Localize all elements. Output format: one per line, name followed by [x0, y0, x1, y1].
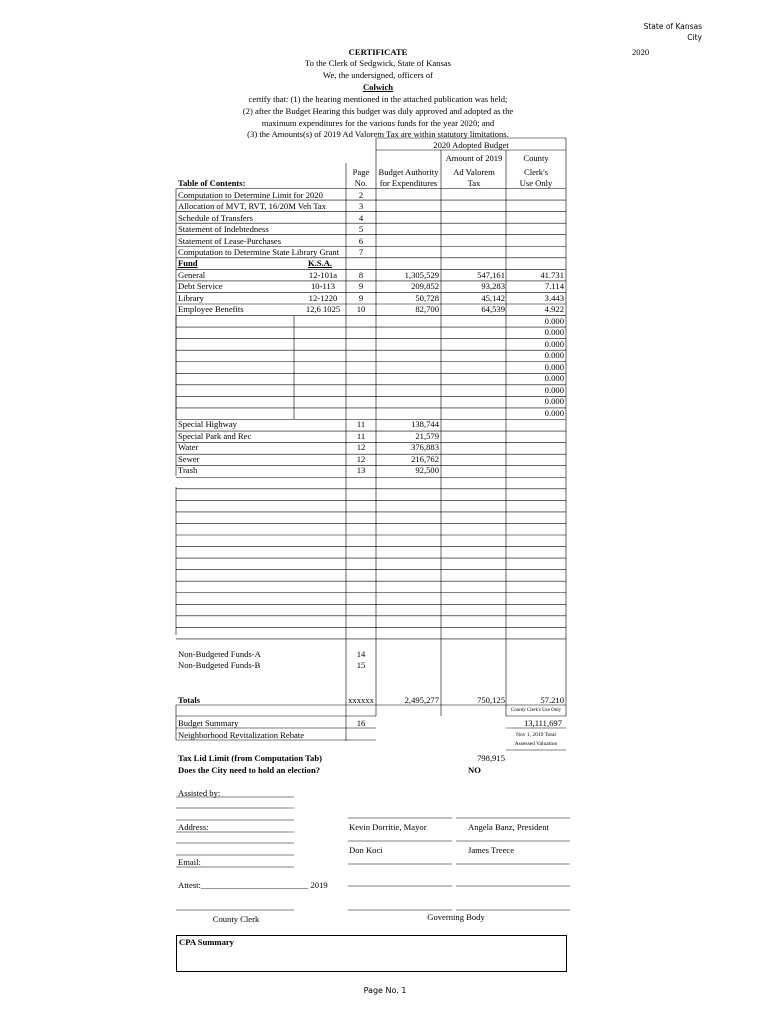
fund-column-header: Fund: [178, 258, 198, 268]
blank-mill-rate: 0.000: [544, 373, 564, 383]
certificate-line3: certify that: (1) the hearing mentioned in the attached publication was held;: [248, 94, 508, 104]
toc-item: Statement of Lease-Purchases: [178, 236, 282, 246]
blank-mill-rate: 0.000: [544, 339, 564, 349]
budget-summary-page: 16: [356, 718, 366, 728]
toc-page: 5: [358, 224, 364, 234]
adval-header-1: Ad Valorem: [453, 167, 495, 177]
adval-header-2: Tax: [467, 178, 481, 188]
blank-mill-rate: 0.000: [544, 316, 564, 326]
county-header-2: Clerk's: [524, 167, 548, 177]
fund-mill-rate: 41.731: [540, 270, 564, 280]
fund-page: 9: [358, 293, 364, 303]
fund-mill-rate: 4.922: [544, 304, 564, 314]
fund-ksa: 12-1220: [308, 293, 338, 303]
neighborhood-revitalization-label: Neighborhood Revitalization Rebate: [178, 730, 305, 740]
signer-name: Angela Banz, President: [468, 822, 549, 832]
fund-page: 10: [356, 304, 366, 314]
election-answer: NO: [468, 765, 481, 775]
fund-ad-valorem-tax: 64,539: [481, 304, 505, 314]
county-clerk-label: County Clerk: [212, 914, 260, 924]
valuation-note-2: Assessed Valuation: [514, 741, 558, 747]
fund-name: Special Park and Rec: [178, 431, 252, 441]
budget-year: 2020: [632, 47, 650, 57]
totals-mill-rate: 57.210: [540, 695, 564, 705]
fund-ksa: 12-101a: [308, 270, 338, 280]
ksa-column-header: K.S.A.: [307, 258, 333, 268]
certificate-title: CERTIFICATE: [348, 47, 408, 57]
governing-body-label: Governing Body: [427, 912, 485, 922]
certificate-line2: We, the undersigned, officers of: [323, 70, 433, 80]
totals-budget-authority: 2,495,277: [404, 695, 439, 705]
entity-name: Colwich: [362, 82, 394, 92]
totals-page: xxxxxx: [348, 695, 374, 705]
blank-mill-rate: 0.000: [544, 362, 564, 372]
tax-lid-value: 798,915: [477, 753, 505, 763]
totals-label: Totals: [178, 695, 201, 705]
toc-item: Allocation of MVT, RVT, 16/20M Veh Tax: [178, 201, 326, 211]
page-header-1: Page: [352, 167, 370, 177]
budget-header-2: for Expenditures: [379, 178, 438, 188]
fund-budget-authority: 209,852: [411, 281, 439, 291]
adopted-budget-header: 2020 Adopted Budget: [433, 140, 509, 150]
fund-page: 12: [356, 442, 366, 452]
fund-name: Water: [178, 442, 199, 452]
fund-ksa: 10-113: [310, 281, 336, 291]
tax-lid-label: Tax Lid Limit (from Computation Tab): [178, 753, 322, 763]
address-label: Address:: [178, 822, 209, 832]
state-label: State of Kansas: [643, 22, 702, 31]
non-budgeted-fund: Non-Budgeted Funds-A: [178, 649, 261, 659]
fund-name: Library: [178, 293, 204, 303]
fund-name: Trash: [178, 465, 198, 475]
non-budgeted-page: 15: [356, 660, 366, 670]
toc-item: Statement of Indebtedness: [178, 224, 269, 234]
blank-mill-rate: 0.000: [544, 385, 564, 395]
fund-budget-authority: 50,728: [415, 293, 439, 303]
fund-budget-authority: 138,744: [411, 419, 439, 429]
cpa-summary-label: CPA Summary: [179, 937, 234, 947]
totals-ad-valorem-tax: 750,125: [477, 695, 505, 705]
signer-name: James Treece: [468, 845, 515, 855]
blank-mill-rate: 0.000: [544, 396, 564, 406]
toc-page: 3: [358, 201, 364, 211]
county-use-note: County Clerk's Use Only: [510, 708, 562, 713]
county-header-1: County: [523, 153, 549, 163]
entity-type-label: City: [687, 33, 702, 42]
non-budgeted-page: 14: [356, 649, 366, 659]
fund-name: Sewer: [178, 454, 200, 464]
page-header-2: No.: [354, 178, 368, 188]
fund-budget-authority: 216,762: [411, 454, 439, 464]
signer-name: Kevin Dorritie, Mayor: [349, 822, 427, 832]
toc-page: 4: [358, 213, 364, 223]
certificate-line5: maximum expenditures for the various funds for the year 2020; and: [261, 118, 495, 128]
fund-page: 11: [356, 431, 366, 441]
toc-page: 6: [358, 236, 364, 246]
email-label: Email:: [178, 857, 201, 867]
non-budgeted-fund: Non-Budgeted Funds-B: [178, 660, 261, 670]
toc-item: Schedule of Transfers: [178, 213, 253, 223]
fund-ksa: 12,6 1025: [305, 304, 341, 314]
certificate-line6: (3) the Amounts(s) of 2019 Ad Valorem Tax are within statutory limitations.: [247, 129, 509, 139]
fund-budget-authority: 1,305,529: [404, 270, 439, 280]
fund-page: 11: [356, 419, 366, 429]
toc-item: Computation to Determine State Library Grant: [178, 247, 340, 257]
county-header-3: Use Only: [519, 178, 553, 188]
fund-mill-rate: 3.443: [544, 293, 564, 303]
budget-summary-label: Budget Summary: [178, 718, 239, 728]
assessed-valuation: 13,111,697: [523, 718, 562, 728]
fund-page: 8: [358, 270, 364, 280]
cpa-summary-box: [176, 935, 567, 972]
toc-page: 7: [358, 247, 364, 257]
signer-name: Don Koci: [349, 845, 383, 855]
fund-budget-authority: 82,700: [415, 304, 439, 314]
fund-page: 13: [356, 465, 366, 475]
fund-name: Special Highway: [178, 419, 237, 429]
valuation-note-1: Nov 1, 2019 Total: [516, 732, 556, 738]
blank-mill-rate: 0.000: [544, 408, 564, 418]
toc-heading: Table of Contents:: [178, 178, 246, 188]
fund-mill-rate: 7.114: [544, 281, 564, 291]
fund-name: Debt Service: [178, 281, 223, 291]
election-question: Does the City need to hold an election?: [178, 765, 321, 775]
toc-item: Computation to Determine Limit for 2020: [178, 190, 323, 200]
certificate-line4: (2) after the Budget Hearing this budget was duly approved and adopted as the: [242, 106, 514, 116]
assisted-by-label: Assisted by:: [178, 788, 221, 798]
fund-budget-authority: 92,500: [415, 465, 439, 475]
blank-mill-rate: 0.000: [544, 327, 564, 337]
blank-mill-rate: 0.000: [544, 350, 564, 360]
fund-name: Employee Benefits: [178, 304, 244, 314]
fund-budget-authority: 376,883: [411, 442, 439, 452]
fund-page: 9: [358, 281, 364, 291]
budget-header-1: Budget Authority: [378, 167, 439, 177]
amount-2019-header: Amount of 2019: [445, 153, 503, 163]
fund-budget-authority: 21,579: [415, 431, 439, 441]
fund-name: General: [178, 270, 206, 280]
toc-page: 2: [358, 190, 364, 200]
attest-line: Attest:_________________________ 2019: [178, 880, 328, 890]
fund-ad-valorem-tax: 45,142: [481, 293, 505, 303]
fund-ad-valorem-tax: 547,161: [477, 270, 505, 280]
fund-ad-valorem-tax: 93,283: [481, 281, 505, 291]
certificate-line1: To the Clerk of Sedgwick, State of Kansas: [305, 58, 451, 68]
page-number: Page No. 1: [363, 986, 407, 995]
fund-page: 12: [356, 454, 366, 464]
